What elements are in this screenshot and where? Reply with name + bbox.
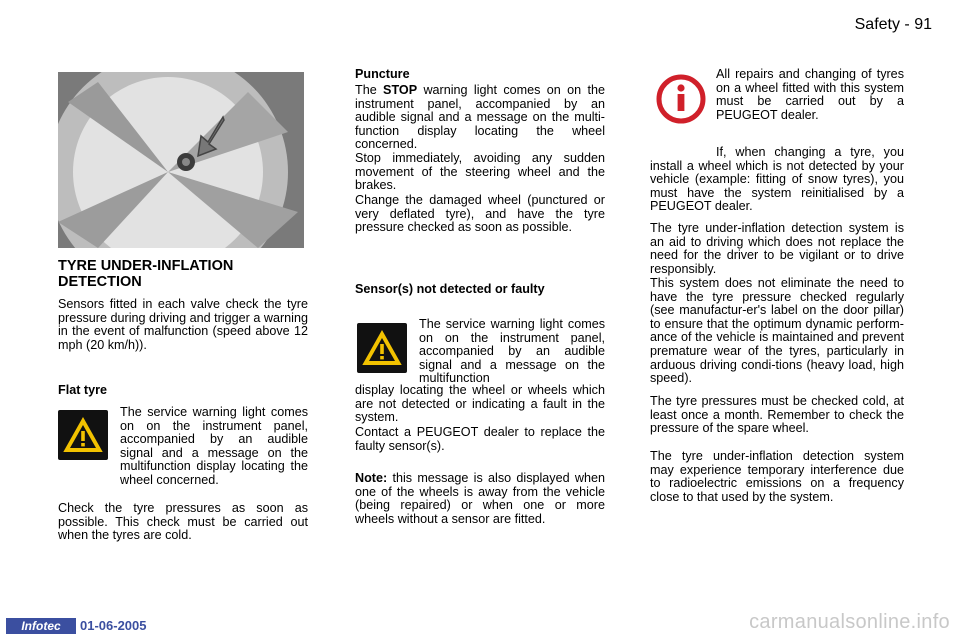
intro-paragraph: Sensors fitted in each valve check the tyre pressure during driving and trigger a warning in the event of malfunction (speed above 12 mph (20 km/h)). <box>58 297 308 352</box>
puncture-title: Puncture <box>355 67 410 81</box>
info-paragraph: All repairs and changing of tyres on a wheel fitted with this system must be carried out by a PEUGEOT dealer. <box>716 67 904 122</box>
right-paragraph-3: This system does not eliminate the need to have the tyre pressure checked regularly (see manufactur-er's label on the door pillar) to ensure that the optimum dynamic perform-ance of the vehicle is maintained and prevent premature wear of the tyres, particularly in arduous driving condi-tions (heavy load, high speed). <box>650 276 904 386</box>
sensor-warning-side: The service warning light comes on on the instrument panel, accompanied by an audible signal and a message on the multifunction <box>419 317 605 386</box>
infotec-badge: Infotec <box>6 618 76 634</box>
note-paragraph: Note: this message is also displayed when one of the wheels is away from the vehicle (being repaired) or when one or more wheels without a sensor are fitted. <box>355 471 605 526</box>
right-paragraph-5: The tyre under-inflation detection system may experience temporary interference due to radioelectric emissions on a frequency close to that used by the system. <box>650 449 904 504</box>
section-heading: TYRE UNDER-INFLATION DETECTION <box>58 258 234 290</box>
warning-triangle-icon <box>58 410 108 460</box>
watermark: carmanualsonline.info <box>749 611 950 633</box>
wheel-illustration <box>58 72 304 248</box>
puncture-paragraph-3: Change the damaged wheel (punctured or very deflated tyre), and have the tyre pressure checked as soon as possible. <box>355 193 605 235</box>
sensor-title: Sensor(s) not detected or faulty <box>355 282 545 296</box>
puncture-paragraph-2: Stop immediately, avoiding any sudden movement of the steering wheel and the brakes. <box>355 151 605 193</box>
wheel-valve-photo <box>58 72 304 248</box>
stop-label: STOP <box>383 83 418 97</box>
note-label: Note: <box>355 471 388 485</box>
sensor-contact: Contact a PEUGEOT dealer to replace the faulty sensor(s). <box>355 425 605 453</box>
right-paragraph-2: The tyre under-inflation detection system is an aid to driving which does not replace the need for the driver to be vigilant or to drive responsibly. <box>650 221 904 276</box>
sensor-warning-rest: display locating the wheel or wheels which are not detected or indicating a fault in the system. <box>355 383 605 425</box>
flat-tyre-warning: The service warning light comes on on the instrument panel, accompanied by an audible signal and a message on the multifunction display locating the wheel concerned. <box>120 405 308 487</box>
warning-triangle-icon <box>357 323 407 373</box>
puncture-paragraph-1: The STOP warning light comes on on the instrument panel, accompanied by an audible signal and a message on the multi-function display locating the wheel concerned. <box>355 83 605 152</box>
page-title: Safety - 91 <box>854 16 932 33</box>
flat-tyre-title: Flat tyre <box>58 383 107 397</box>
right-paragraph-4: The tyre pressures must be checked cold, at least once a month. Remember to check the pressure of the spare wheel. <box>650 394 904 436</box>
footer-date: 01-06-2005 <box>80 618 147 633</box>
info-icon <box>654 72 708 126</box>
flat-tyre-check: Check the tyre pressures as soon as possible. This check must be carried out when the tyres are cold. <box>58 501 308 543</box>
right-paragraph-1: If, when changing a tyre, you install a wheel which is not detected by your vehicle (example: fitting of snow tyres), you must have the system reinitialised by a PEUGEOT dealer. <box>650 145 904 214</box>
